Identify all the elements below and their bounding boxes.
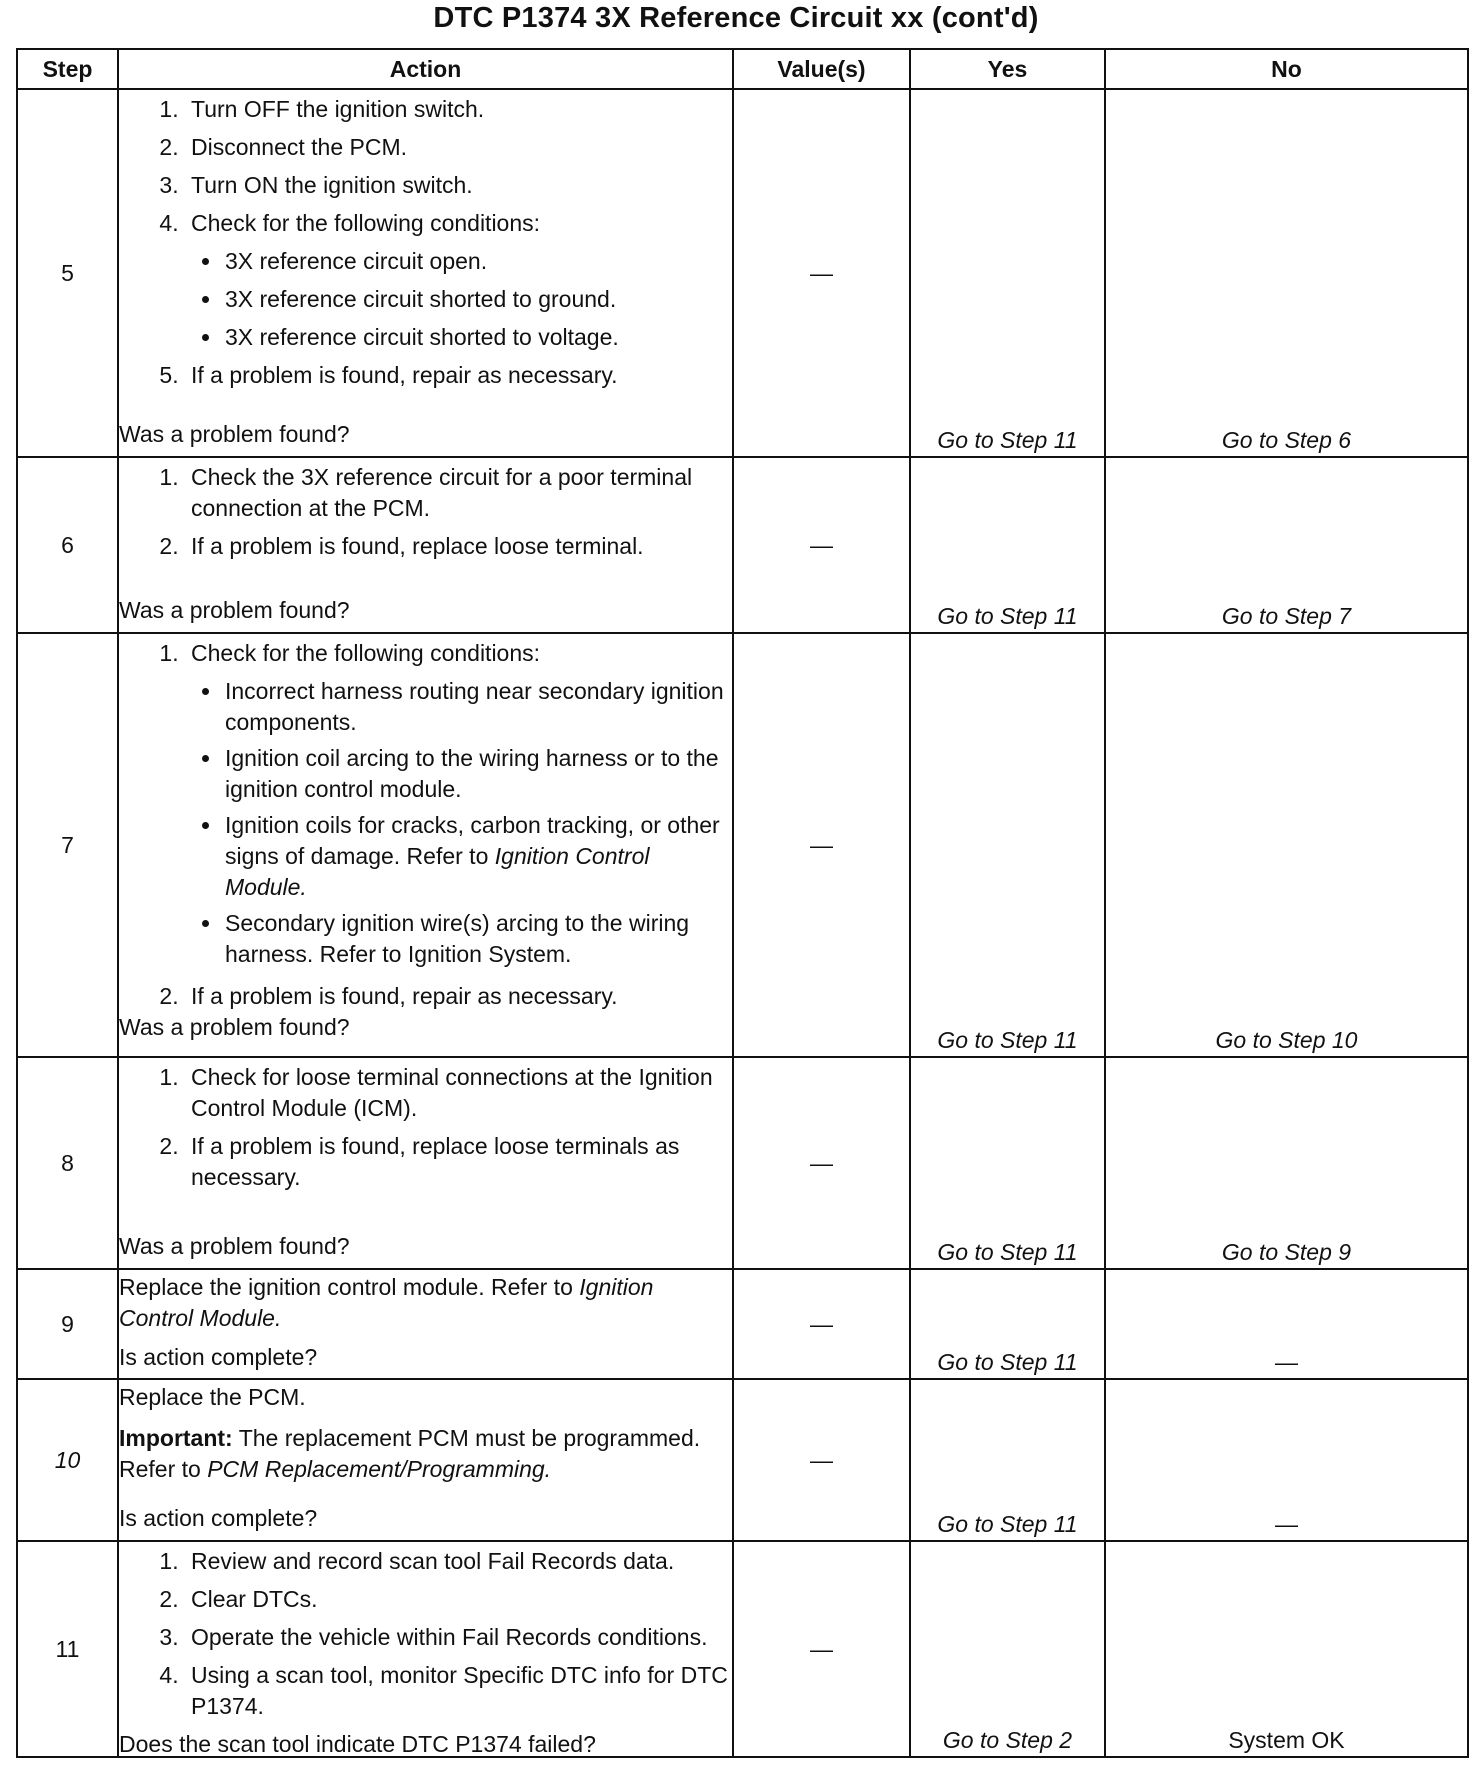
header-step: Step <box>17 49 118 89</box>
table-row-step-8 <box>17 1057 1468 1269</box>
important-label: Important: <box>119 1425 233 1451</box>
step-number: 8 <box>17 1057 118 1269</box>
value-cell: — <box>733 1269 910 1379</box>
yes-cell: Go to Step 11 <box>910 1269 1105 1379</box>
condition-item: • Ignition coil arcing to the wiring harness or to the ignition control module. <box>223 743 732 805</box>
step-number: 7 <box>17 633 118 1057</box>
action-item: 3. Operate the vehicle within Fail Records conditions. <box>185 1622 732 1653</box>
action-text: Replace the PCM. <box>119 1384 306 1410</box>
condition-text: Ignition coils for cracks, carbon tracking, or other signs of damage. Refer to <box>225 812 720 869</box>
table-row-step-5 <box>17 89 1468 457</box>
yes-cell: Go to Step 2 <box>910 1541 1105 1757</box>
step-number: 9 <box>17 1269 118 1379</box>
header-action: Action <box>118 49 733 89</box>
action-item <box>185 638 732 970</box>
yes-cell: Go to Step 11 <box>910 89 1105 457</box>
action-item: 1. Check the 3X reference circuit for a poor terminal connection at the PCM. <box>185 462 732 524</box>
reference-link[interactable]: Ignition Control Module. <box>119 1274 654 1331</box>
condition-item <box>223 908 732 970</box>
action-question: Was a problem found? <box>119 597 350 623</box>
action-item: 2. Disconnect the PCM. <box>185 132 732 163</box>
action-cell <box>118 633 733 1057</box>
value-cell: — <box>733 1379 910 1541</box>
value-cell: — <box>733 633 910 1057</box>
action-item: 1. Check for loose terminal connections at the Ignition Control Module (ICM). <box>185 1062 732 1124</box>
diagnostic-table <box>16 48 1469 1758</box>
action-item: 1. Review and record scan tool Fail Records data. <box>185 1546 732 1577</box>
no-cell: Go to Step 10 <box>1105 633 1468 1057</box>
action-question: Was a problem found? <box>119 421 350 447</box>
table-header-row <box>17 49 1468 89</box>
value-cell: — <box>733 457 910 633</box>
action-cell <box>118 89 733 457</box>
condition-item: • 3X reference circuit shorted to ground. <box>223 284 732 315</box>
action-steps <box>119 638 732 977</box>
action-item-text: Check for the following conditions: <box>191 640 541 666</box>
no-cell: System OK <box>1105 1541 1468 1757</box>
action-question: Does the scan tool indicate DTC P1374 failed? <box>119 1731 596 1757</box>
action-steps <box>119 94 732 398</box>
step-number: 10 <box>17 1379 118 1541</box>
action-question: Is action complete? <box>119 1505 318 1531</box>
action-cell <box>118 1057 733 1269</box>
action-question: Was a problem found? <box>119 1233 350 1259</box>
action-question: Is action complete? <box>119 1344 318 1370</box>
step-number: 5 <box>17 89 118 457</box>
condition-text: Secondary ignition wire(s) arcing to the wiring harness. Refer to <box>225 910 690 967</box>
no-cell: Go to Step 9 <box>1105 1057 1468 1269</box>
condition-list <box>191 246 732 353</box>
action-item-text: Check for the following conditions: <box>191 210 541 236</box>
action-item: 3. Turn ON the ignition switch. <box>185 170 732 201</box>
table-row-step-9 <box>17 1269 1468 1379</box>
condition-item <box>223 810 732 903</box>
action-item <box>185 208 732 353</box>
action-item: 2. If a problem is found, repair as necessary. <box>185 981 732 1012</box>
action-cell <box>118 457 733 633</box>
reference-link[interactable]: Ignition System. <box>407 941 572 967</box>
action-item: 2. Clear DTCs. <box>185 1584 732 1615</box>
action-text: Replace the ignition control module. Refer to <box>119 1274 580 1300</box>
table-row-step-11 <box>17 1541 1468 1757</box>
action-item: 1. Turn OFF the ignition switch. <box>185 94 732 125</box>
action-paragraph <box>119 1272 732 1334</box>
action-item: 2. If a problem is found, replace loose terminal. <box>185 531 732 562</box>
reference-link[interactable]: Ignition Control Module. <box>225 843 650 900</box>
step-number: 11 <box>17 1541 118 1757</box>
condition-item: • 3X reference circuit open. <box>223 246 732 277</box>
yes-cell: Go to Step 11 <box>910 1057 1105 1269</box>
condition-item: • Incorrect harness routing near secondary ignition components. <box>223 676 732 738</box>
action-item: 5. If a problem is found, repair as necessary. <box>185 360 732 391</box>
action-item: 4. Using a scan tool, monitor Specific DTC info for DTC P1374. <box>185 1660 732 1722</box>
value-cell: — <box>733 89 910 457</box>
action-question: Was a problem found? <box>119 1014 350 1040</box>
step-number: 6 <box>17 457 118 633</box>
header-yes: Yes <box>910 49 1105 89</box>
action-steps <box>119 1062 732 1200</box>
important-note <box>119 1423 732 1485</box>
action-cell <box>118 1541 733 1757</box>
action-item: 2. If a problem is found, replace loose terminals as necessary. <box>185 1131 732 1193</box>
condition-item: • 3X reference circuit shorted to voltage. <box>223 322 732 353</box>
table-row-step-6 <box>17 457 1468 633</box>
no-cell: — <box>1105 1269 1468 1379</box>
important-text: The replacement PCM must be programmed. Refer to <box>119 1425 701 1482</box>
reference-link[interactable]: PCM Replacement/Programming. <box>207 1456 552 1482</box>
yes-cell: Go to Step 11 <box>910 457 1105 633</box>
action-steps <box>119 1546 732 1729</box>
page-title: DTC P1374 3X Reference Circuit xx (cont'd) <box>433 2 1039 34</box>
table-row-step-10 <box>17 1379 1468 1541</box>
action-steps <box>119 462 732 569</box>
table-row-step-7 <box>17 633 1468 1057</box>
yes-cell: Go to Step 11 <box>910 1379 1105 1541</box>
value-cell: — <box>733 1541 910 1757</box>
action-steps-continued <box>119 981 732 1012</box>
no-cell: Go to Step 7 <box>1105 457 1468 633</box>
no-cell: Go to Step 6 <box>1105 89 1468 457</box>
yes-cell: Go to Step 11 <box>910 633 1105 1057</box>
no-cell: — <box>1105 1379 1468 1541</box>
value-cell: — <box>733 1057 910 1269</box>
action-cell <box>118 1269 733 1379</box>
condition-list <box>191 676 732 970</box>
action-cell <box>118 1379 733 1541</box>
header-no: No <box>1105 49 1468 89</box>
header-values: Value(s) <box>733 49 910 89</box>
